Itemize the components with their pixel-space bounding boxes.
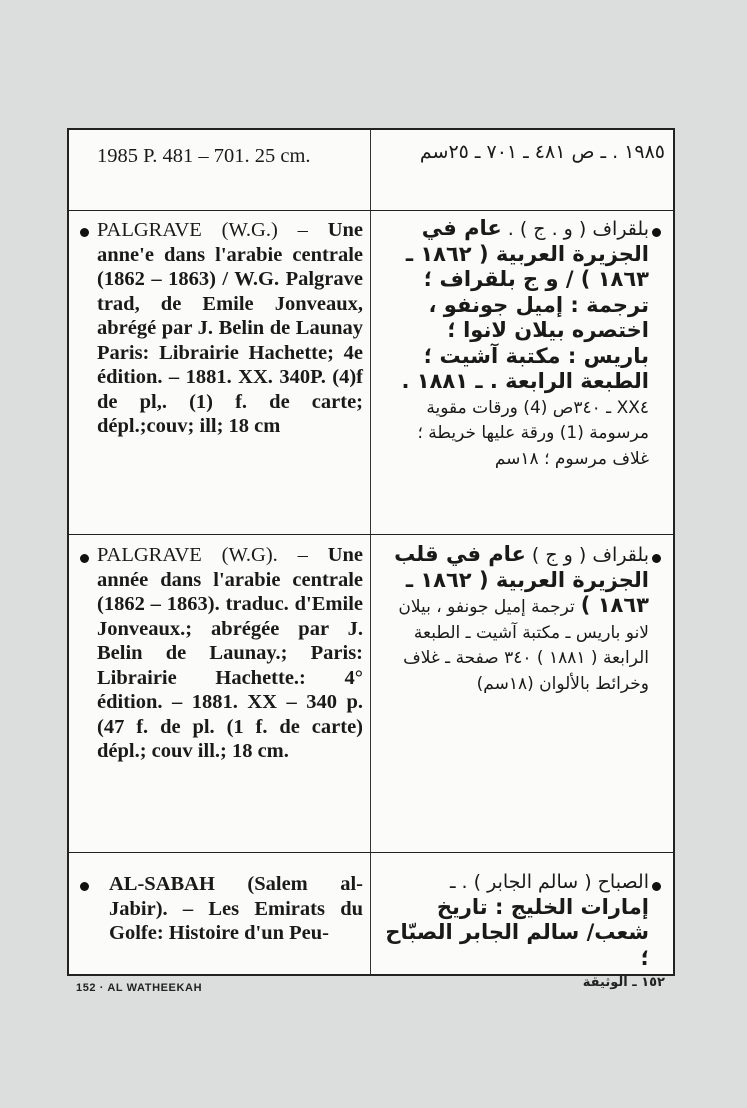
column-divider [370, 130, 371, 974]
entry-1-arabic [379, 216, 649, 471]
entry-1-arabic-head: بلقراف ( و . ج ) . [507, 218, 649, 240]
entry-3-arabic-title: إمارات الخليج : تاريخ شعب/ سالم الجابر الصبّاح ؛ [385, 894, 649, 970]
entry-3-french [97, 872, 363, 946]
entry-2-french-body: Une année dans l'arabie centrale (1862 – 1863). traduc. d'Emile Jonveaux.; abrégée par J. Belin de Launay.; Paris: Librairie Hachette.: 4° édition. – 1881. XX – 340 p. (47 f. de pl. (1 f. de carte) dépl.; couv ill.; 18 cm. [97, 544, 363, 762]
entry-0-french: 1985 P. 481 – 701. 25 cm. [97, 145, 311, 167]
catalog-page [67, 128, 675, 976]
entry-0-arabic: ١٩٨٥ . ـ ص ٤٨١ ـ ٧٠١ ـ ٢٥سم [419, 141, 665, 163]
entry-2-bullet-ar [652, 554, 661, 563]
entry-divider [69, 534, 673, 535]
entry-3-french-body: – Les Emirats du Golfe: Histoire d'un Peu- [109, 897, 363, 944]
entry-1-french [97, 218, 363, 439]
entry-2-french [97, 543, 363, 764]
entry-2-arabic-title: عام في قلب الجزيرة العربية ( ١٨٦٢ ـ ١٨٦٣ ) [394, 542, 649, 617]
entry-3-bullet-ar [652, 882, 661, 891]
entry-2-arabic [379, 542, 649, 696]
entry-3-arabic-head: الصباح ( سالم الجابر ) . ـ [449, 871, 649, 893]
entry-3-arabic [379, 870, 649, 971]
entry-divider [69, 852, 673, 853]
entry-1-arabic-body: XX٤ ـ ٣٤٠ص (4) ورقات مقوية مرسومة (1) ورقة عليها خريطة ؛ غلاف مرسوم ؛ ١٨سم [417, 397, 649, 469]
footer-page-label-arabic: ١٥٢ ـ الوثيقة [582, 975, 665, 990]
entry-2-bullet-fr [80, 554, 89, 563]
entry-1-bullet-fr [80, 228, 89, 237]
entry-1-french-head: PALGRAVE (W.G.) – [97, 219, 308, 241]
footer-page-label: 152 · AL WATHEEKAH [76, 982, 203, 994]
entry-1-french-body: Une anne'e dans l'arabie centrale (1862 – 1863) / W.G. Palgrave trad, de Emile Jonveaux, abrégé par J. Belin de Launay Paris: Librairie Hachette; 4e édition. – 1881. XX. 340P. (4)f de pl,. (1) f. de carte; dépl.;couv; ill; 18 cm [97, 219, 363, 437]
entry-2-french-head: PALGRAVE (W.G). – [97, 544, 308, 566]
entry-divider [69, 210, 673, 211]
entry-3-french-head: AL-SABAH (Salem al-Jabir). [109, 873, 363, 920]
entry-3-bullet-fr [80, 882, 89, 891]
entry-1-bullet-ar [652, 228, 661, 237]
entry-2-arabic-head: بلقراف ( و ج ) [531, 544, 649, 566]
entry-1-arabic-title: عام في الجزيرة العربية ( ١٨٦٢ ـ ١٨٦٣ ) / و ج بلقراف ؛ ترجمة : إميل جونفو ، اختصره بيلان لانوا ؛ باريس : مكتبة آشيت ؛ الطبعة الرابعة . ـ ١٨٨١ . [401, 216, 649, 393]
entry-2-arabic-body: ترجمة إميل جونفو ، بيلان لانو باريس ـ مكتبة آشيت ـ الطبعة الرابعة ( ١٨٨١ ) ٣٤٠ صفحة ـ غلاف وخرائط بالألوان (١٨سم) [398, 597, 649, 694]
